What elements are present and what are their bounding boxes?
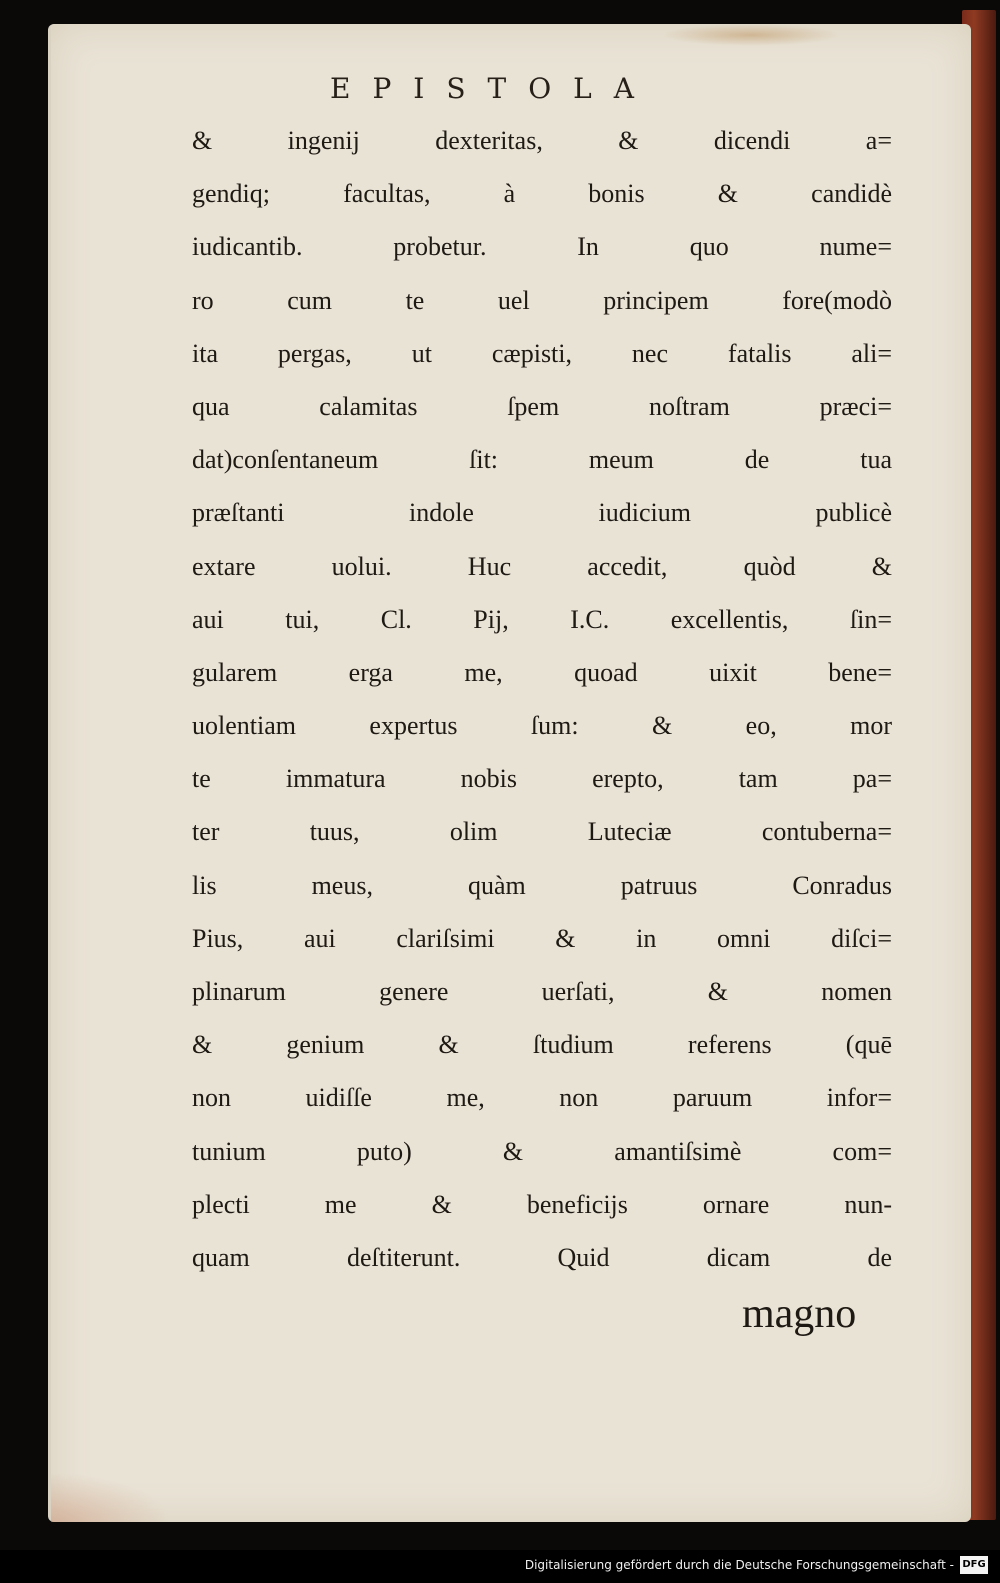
- funding-credit: Digitalisierung gefördert durch die Deutsche Forschungsgemeinschaft -: [524, 1558, 954, 1572]
- text-line: ro cum te uel principem fore(modò: [192, 285, 892, 315]
- text-line: iudicantib. probetur. In quo nume=: [192, 232, 892, 262]
- text-line: & ingenij dexteritas, & dicendi a=: [192, 126, 892, 155]
- text-line: gularem erga me, quoad uixit bene=: [192, 657, 892, 687]
- text-line: te immatura nobis erepto, tam pa=: [192, 764, 892, 794]
- text-line: quam deſtiterunt. Quid dicam de: [192, 1242, 892, 1272]
- text-line: non uidiſſe me, non paruum infor=: [192, 1083, 892, 1113]
- paper-discoloration: [51, 1472, 171, 1522]
- text-line: ter tuus, olim Luteciæ contuberna=: [192, 817, 892, 847]
- text-line: extare uolui. Huc accedit, quòd &: [192, 551, 892, 581]
- text-line: qua calamitas ſpem noſtram præci=: [192, 391, 892, 421]
- running-head: EPISTOLA: [330, 72, 656, 105]
- text-line: Pius, aui clariſsimi & in omni diſci=: [192, 923, 892, 953]
- text-line: tunium puto) & amantiſsimè com=: [192, 1136, 892, 1166]
- text-line: præſtanti indole iudicium publicè: [192, 498, 892, 528]
- dfg-logo: DFG: [960, 1556, 988, 1574]
- text-line: dat)conſentaneum ſit: meum de tua: [192, 445, 892, 475]
- paper-stain: [661, 24, 841, 46]
- text-line: lis meus, quàm patruus Conradus: [192, 870, 892, 900]
- text-line: plecti me & beneficijs ornare nun-: [192, 1189, 892, 1219]
- catchword: magno: [742, 1291, 857, 1337]
- text-line: aui tui, Cl. Pij, I.C. excellentis, ſin=: [192, 604, 892, 634]
- text-line: gendiq; facultas, à bonis & candidè: [192, 179, 892, 209]
- footer-bar: [0, 1550, 1000, 1583]
- text-line: & genium & ſtudium referens (quē: [192, 1030, 892, 1060]
- text-line: ita pergas, ut cæpisti, nec fatalis ali=: [192, 338, 892, 368]
- text-line: plinarum genere uerſati, & nomen: [192, 977, 892, 1006]
- text-line: uolentiam expertus ſum: & eo, mor: [192, 711, 892, 741]
- text-block: [192, 114, 892, 1284]
